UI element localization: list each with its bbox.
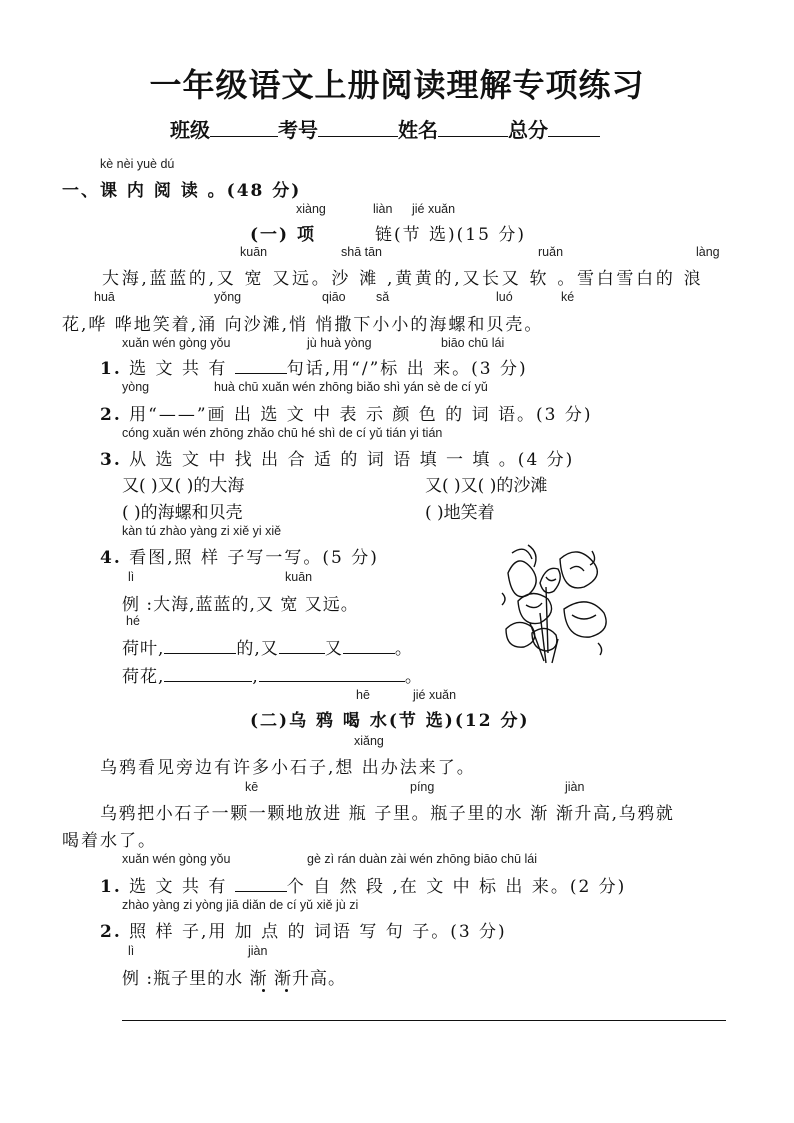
question-2: [100, 917, 507, 942]
total-score-label: 总分: [508, 118, 548, 142]
pinyin: luó: [496, 290, 513, 304]
total-score-blank[interactable]: [548, 118, 600, 137]
pinyin: qiāo: [322, 290, 346, 304]
pinyin: cóng xuǎn wén zhōng zhǎo chū hé shì de cí yǔ tián yi tián: [122, 426, 443, 440]
exam-number-label: 考号: [278, 118, 318, 142]
pinyin: hé: [126, 614, 140, 628]
pinyin: píng: [410, 780, 435, 794]
class-blank[interactable]: [210, 118, 278, 137]
pinyin: huā: [94, 290, 115, 304]
pinyin: zhào yàng zi yòng jiā diǎn de cí yǔ xiě jù zi: [122, 898, 359, 912]
answer-line[interactable]: [122, 1020, 726, 1021]
page-title: 一年级语文上册阅读理解专项练习: [149, 66, 645, 104]
pinyin: ké: [561, 290, 575, 304]
question-1: [100, 354, 528, 379]
exam-number-blank[interactable]: [318, 118, 398, 137]
passage-title-pinyin: jié xuǎn: [413, 688, 457, 702]
emphasis-dot: [285, 989, 288, 992]
pinyin: jiàn: [248, 944, 268, 958]
question-text: 个 自 然 段 ,在 文 中 标 出 来。(2 分): [286, 877, 627, 897]
passage-title-pinyin: liàn: [373, 202, 393, 216]
fill-item[interactable]: 又( )又( )的大海: [122, 476, 245, 496]
lotus-leaf-line: 荷叶, 的,又 又 。: [122, 639, 413, 659]
passage-title-pinyin: xiàng: [296, 202, 326, 216]
passage-title-pinyin: hē: [356, 688, 370, 702]
pinyin: jù huà yòng: [307, 336, 372, 350]
section-pinyin: kè nèi yuè dú: [100, 157, 175, 171]
student-info-row: [170, 114, 600, 143]
name-blank[interactable]: [438, 118, 508, 137]
name-label: 姓名: [398, 118, 438, 142]
question-number: 2.: [100, 922, 122, 942]
pinyin: lì: [128, 570, 135, 584]
pinyin: kē: [245, 780, 259, 794]
pinyin: ruǎn: [538, 245, 564, 259]
lotus-flower-line: 荷花, , 。: [122, 667, 423, 687]
passage-line: 乌鸦把小石子一颗一颗地放进 瓶 子里。瓶子里的水 渐 渐升高,乌鸦就: [100, 804, 675, 824]
answer-blank[interactable]: [279, 637, 325, 654]
question-3: [100, 445, 574, 470]
pinyin: jiàn: [565, 780, 585, 794]
emphasis-dot: [262, 989, 265, 992]
pinyin: sǎ: [376, 290, 390, 304]
answer-blank[interactable]: [259, 665, 405, 682]
question-number: 4.: [100, 548, 122, 568]
pinyin: yòng: [122, 380, 150, 394]
question-1: [100, 872, 626, 897]
answer-blank[interactable]: [164, 665, 252, 682]
pinyin: xiǎng: [354, 734, 384, 748]
passage-line: 喝着水了。: [62, 831, 157, 851]
pinyin: huà chū xuǎn wén zhōng biǎo shì yán sè de cí yǔ: [214, 380, 488, 394]
passage-title-pinyin: jié xuǎn: [412, 202, 456, 216]
question-text: 选 文 共 有: [129, 359, 228, 379]
pinyin: xuǎn wén gòng yǒu: [122, 336, 231, 350]
passage-title: (一) 项: [250, 225, 317, 245]
question-number: 3.: [100, 450, 122, 470]
section-heading: 一、课 内 阅 读 。(48 分): [62, 181, 302, 201]
passage-line: 乌鸦看见旁边有许多小石子,想 出办法来了。: [100, 758, 476, 778]
fill-item[interactable]: ( )的海螺和贝壳: [122, 503, 243, 523]
fill-item[interactable]: ( )地笑着: [425, 503, 495, 523]
pinyin: biāo chū lái: [441, 336, 505, 350]
question-number: 1.: [100, 359, 122, 379]
answer-blank[interactable]: [164, 637, 236, 654]
passage-title: 链(节 选)(15 分): [375, 225, 526, 245]
question-number: 1.: [100, 877, 122, 897]
example-sentence: 例 :大海,蓝蓝的,又 宽 又远。: [122, 595, 359, 615]
question-text: 从 选 文 中 找 出 合 适 的 词 语 填 一 填 。(4 分): [129, 450, 575, 470]
passage-line: 花,哗 哗地笑着,涌 向沙滩,悄 悄撒下小小的海螺和贝壳。: [62, 315, 544, 335]
pinyin: kàn tú zhào yàng zi xiě yi xiě: [122, 524, 282, 538]
fill-item[interactable]: 又( )又( )的沙滩: [425, 476, 548, 496]
question-number: 2.: [100, 405, 122, 425]
class-label: 班级: [170, 118, 210, 142]
answer-blank[interactable]: [343, 637, 395, 654]
pinyin: làng: [696, 245, 720, 259]
pinyin: lì: [128, 944, 135, 958]
pinyin: gè zì rán duàn zài wén zhōng biāo chū lái: [307, 852, 538, 866]
question-4: [100, 543, 379, 568]
lotus-illustration: [500, 543, 614, 665]
answer-blank[interactable]: [235, 875, 287, 892]
answer-blank[interactable]: [235, 357, 287, 374]
question-text: 看图,照 样 子写一写。(5 分): [129, 548, 379, 568]
passage-line: 大海,蓝蓝的,又 宽 又远。沙 滩 ,黄黄的,又长又 软 。雪白雪白的 浪: [102, 269, 704, 289]
pinyin: kuān: [285, 570, 313, 584]
question-text: 句话,用“/”标 出 来。(3 分): [286, 359, 528, 379]
pinyin: shā tān: [341, 245, 383, 259]
pinyin: xuǎn wén gòng yǒu: [122, 852, 231, 866]
question-2: [100, 400, 592, 425]
pinyin: kuān: [240, 245, 268, 259]
question-text: 照 样 子,用 加 点 的 词语 写 句 子。(3 分): [129, 922, 507, 942]
passage-title: (二)乌 鸦 喝 水(节 选)(12 分): [250, 711, 530, 731]
pinyin: yǒng: [214, 290, 242, 304]
question-text: 用“——”画 出 选 文 中 表 示 颜 色 的 词 语。(3 分): [129, 405, 593, 425]
example-sentence: 例 :瓶子里的水 渐 渐升高。: [122, 969, 346, 989]
question-text: 选 文 共 有: [129, 877, 228, 897]
